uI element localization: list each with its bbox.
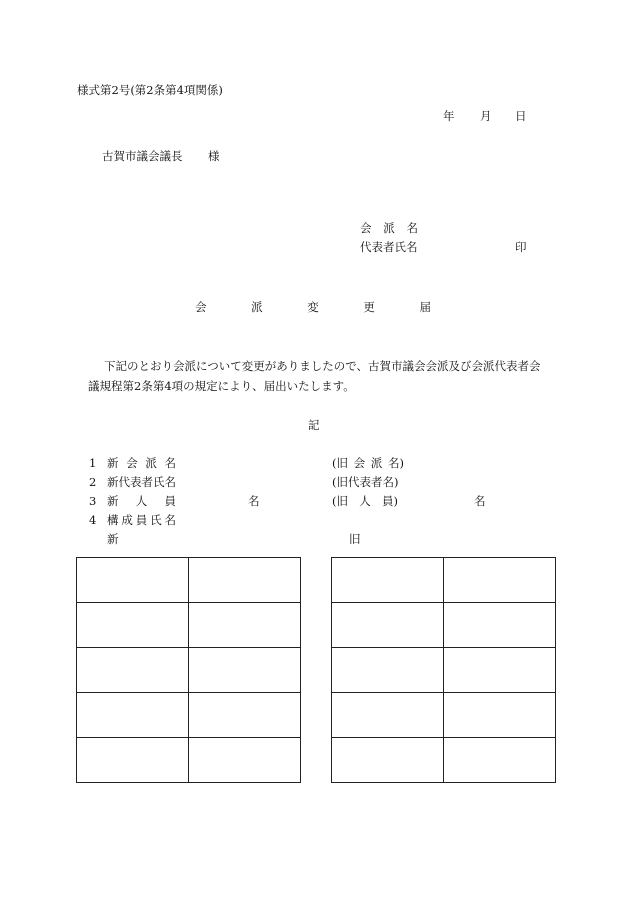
- table-cell[interactable]: [444, 648, 556, 693]
- item-number: 2: [89, 475, 97, 489]
- table-cell[interactable]: [189, 693, 301, 738]
- table-row: [77, 558, 301, 603]
- item-new-faction-label: 新 会 派 名: [107, 456, 176, 470]
- item-number: 3: [89, 494, 97, 508]
- new-members-label: 新: [107, 532, 119, 546]
- table-cell[interactable]: [332, 693, 444, 738]
- date-day-label: 日: [515, 109, 527, 123]
- body-paragraph-line1: 下記のとおり会派について変更がありましたので、古賀市議会会派及び会派代表者会: [104, 359, 541, 373]
- table-row: [332, 603, 556, 648]
- addressee-honorific: 様: [208, 149, 220, 163]
- item-old-faction-label: (旧 会 派 名): [332, 456, 404, 470]
- item-new-headcount-label: 新 人 員: [107, 494, 176, 508]
- table-row: [332, 648, 556, 693]
- table-cell[interactable]: [189, 558, 301, 603]
- table-cell[interactable]: [444, 693, 556, 738]
- representative-name-label: 代表者氏名: [360, 240, 418, 254]
- table-row: [332, 558, 556, 603]
- new-members-table: [76, 557, 301, 783]
- table-cell[interactable]: [189, 648, 301, 693]
- addressee-name: 古賀市議会議長: [102, 149, 183, 163]
- ki-mark: 記: [308, 418, 320, 432]
- item-old-representative-label: (旧代表者名): [332, 475, 399, 489]
- table-cell[interactable]: [77, 738, 189, 783]
- table-row: [77, 738, 301, 783]
- date-month-label: 月: [480, 109, 492, 123]
- table-cell[interactable]: [332, 738, 444, 783]
- date-year-label: 年: [443, 109, 455, 123]
- table-cell[interactable]: [444, 738, 556, 783]
- table-cell[interactable]: [77, 648, 189, 693]
- table-cell[interactable]: [189, 738, 301, 783]
- seal-mark: 印: [515, 240, 527, 254]
- table-cell[interactable]: [332, 603, 444, 648]
- table-row: [332, 693, 556, 738]
- item-old-headcount-unit: 名: [474, 494, 486, 508]
- document-title: 会 派 変 更 届: [195, 300, 431, 314]
- table-cell[interactable]: [444, 558, 556, 603]
- old-members-table: [331, 557, 556, 783]
- item-number: 4: [89, 513, 97, 527]
- table-cell[interactable]: [77, 693, 189, 738]
- old-members-label: 旧: [349, 532, 361, 546]
- item-new-headcount-unit: 名: [248, 494, 260, 508]
- table-cell[interactable]: [332, 648, 444, 693]
- table-cell[interactable]: [77, 558, 189, 603]
- item-number: 1: [89, 456, 97, 470]
- table-row: [77, 648, 301, 693]
- body-paragraph-line2: 議規程第2条第4項の規定により、届出いたします。: [88, 379, 355, 393]
- table-cell[interactable]: [332, 558, 444, 603]
- table-row: [77, 603, 301, 648]
- item-old-headcount-label: (旧 人 員): [332, 494, 398, 508]
- table-cell[interactable]: [444, 603, 556, 648]
- item-new-representative-label: 新代表者氏名: [107, 475, 176, 489]
- faction-name-label: 会 派 名: [360, 221, 418, 235]
- table-cell[interactable]: [189, 603, 301, 648]
- form-number: 様式第2号(第2条第4項関係): [77, 83, 223, 97]
- item-member-names-label: 構 成 員 氏 名: [107, 513, 176, 527]
- table-row: [332, 738, 556, 783]
- table-row: [77, 693, 301, 738]
- table-cell[interactable]: [77, 603, 189, 648]
